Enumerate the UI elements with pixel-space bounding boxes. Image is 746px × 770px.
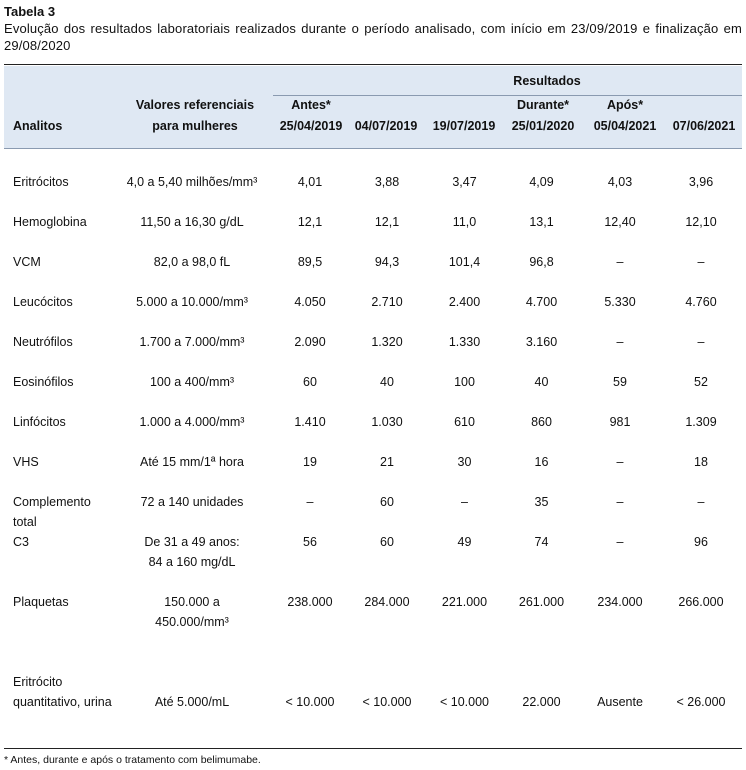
result-value: 1.309	[685, 415, 717, 429]
table-row	[4, 372, 742, 412]
reference-value: Até 5.000/mL	[154, 695, 230, 709]
result-value: 3.160	[525, 335, 558, 349]
header-phase: Após*	[606, 98, 644, 112]
reference-value: 1.000 a 4.000/mm³	[139, 415, 245, 429]
result-value: 100	[454, 375, 475, 389]
result-value: < 26.000	[676, 695, 726, 709]
result-value: 860	[531, 415, 552, 429]
header-ref-line2: para mulheres	[152, 119, 238, 133]
analito-name: quantitativo, urina	[13, 695, 112, 709]
result-value: 221.000	[441, 595, 488, 609]
result-value: 610	[454, 415, 475, 429]
result-value: 19	[303, 455, 317, 469]
result-value: 56	[303, 535, 317, 549]
result-value: 3,47	[452, 175, 477, 189]
analito-cell	[4, 492, 112, 532]
reference-value: De 31 a 49 anos:	[144, 535, 240, 549]
reference-value: 5.000 a 10.000/mm³	[136, 295, 248, 309]
reference-value: 150.000 a	[164, 595, 220, 609]
analito-name: Neutrófilos	[13, 335, 73, 349]
table-row	[4, 292, 742, 332]
header-date: 19/07/2019	[432, 119, 496, 133]
bottom-rule	[4, 748, 742, 749]
result-value: 5.330	[604, 295, 636, 309]
reference-cell	[112, 652, 272, 718]
result-value: –	[616, 335, 624, 349]
analito-cell	[4, 532, 112, 592]
reference-value: 1.700 a 7.000/mm³	[139, 335, 245, 349]
reference-cell	[112, 172, 272, 212]
analito-cell	[4, 592, 112, 652]
result-value: 4,09	[529, 175, 554, 189]
result-value: 4,03	[607, 175, 633, 189]
result-value: < 10.000	[439, 695, 489, 709]
result-value: 2.090	[294, 335, 326, 349]
result-value: 30	[457, 455, 472, 469]
result-value: 60	[303, 375, 317, 389]
result-value: 4,01	[297, 175, 323, 189]
table-row	[4, 212, 742, 252]
result-value: –	[616, 255, 624, 269]
result-value: –	[697, 335, 705, 349]
analito-name: Eosinófilos	[13, 375, 74, 389]
table-row	[4, 452, 742, 492]
analito-cell	[4, 372, 112, 412]
reference-cell	[112, 452, 272, 492]
result-value: 1.410	[294, 415, 326, 429]
result-value: 3,88	[374, 175, 400, 189]
result-value: 40	[380, 375, 394, 389]
analito-name: Linfócitos	[13, 415, 66, 429]
table-row	[4, 172, 742, 212]
result-value: 11,0	[452, 215, 477, 229]
result-value: 22.000	[522, 695, 561, 709]
analito-name: Eritrócito	[13, 675, 63, 689]
result-value: 101,4	[448, 255, 481, 269]
reference-value: 84 a 160 mg/dL	[148, 555, 236, 569]
reference-cell	[112, 252, 272, 292]
result-value: 16	[534, 455, 549, 469]
result-value: 981	[609, 415, 631, 429]
analito-name: Hemoglobina	[13, 215, 87, 229]
result-value: 40	[534, 375, 549, 389]
result-value: 60	[380, 535, 394, 549]
analito-cell	[4, 292, 112, 332]
header-date: 04/07/2019	[354, 119, 418, 133]
result-value: –	[306, 495, 314, 509]
result-value: 96	[694, 535, 708, 549]
header-phase: Antes*	[291, 98, 331, 112]
result-value: –	[616, 495, 624, 509]
result-value: 2.400	[448, 295, 481, 309]
result-value: 49	[457, 535, 472, 549]
result-value: 13,1	[529, 215, 554, 229]
header-divider	[4, 148, 742, 149]
reference-cell	[112, 372, 272, 412]
reference-cell	[112, 492, 272, 532]
result-value: 12,1	[374, 215, 400, 229]
result-value: 96,8	[529, 255, 554, 269]
header-resultados: Resultados	[513, 74, 581, 88]
header-date: 25/01/2020	[511, 119, 575, 133]
table-caption: Evolução dos resultados laboratoriais realizados durante o período analisado, com início em 23/09/2019 e finalização em 29/08/2020	[4, 21, 742, 53]
table-row	[4, 252, 742, 292]
analito-name: Plaquetas	[13, 595, 69, 609]
analito-name: Eritrócitos	[13, 175, 69, 189]
reference-cell	[112, 332, 272, 372]
result-value: 1.320	[371, 335, 403, 349]
top-rule	[4, 64, 742, 65]
table-row	[4, 652, 742, 718]
header-date: 25/04/2019	[279, 119, 343, 133]
analito-cell	[4, 412, 112, 452]
analito-cell	[4, 652, 112, 718]
analito-name: C3	[13, 535, 29, 549]
table-row	[4, 332, 742, 372]
result-value: 12,10	[685, 215, 717, 229]
result-value: 284.000	[364, 595, 410, 609]
reference-cell	[112, 412, 272, 452]
analito-name: Leucócitos	[13, 295, 73, 309]
reference-cell	[112, 212, 272, 252]
reference-cell	[112, 292, 272, 332]
table-row	[4, 412, 742, 452]
analito-cell	[4, 252, 112, 292]
result-value: 74	[534, 535, 549, 549]
result-value: < 10.000	[285, 695, 335, 709]
result-value: 234.000	[597, 595, 643, 609]
result-value: –	[697, 495, 705, 509]
reference-value: Até 15 mm/1ª hora	[140, 455, 244, 469]
analito-name: Complemento total	[13, 495, 91, 529]
result-value: 18	[694, 455, 708, 469]
analito-name: VHS	[13, 455, 39, 469]
result-value: 12,1	[297, 215, 323, 229]
reference-value: 82,0 a 98,0 fL	[153, 255, 231, 269]
result-value: < 10.000	[362, 695, 412, 709]
reference-cell	[112, 592, 272, 652]
result-value: 4.760	[685, 295, 717, 309]
result-value: –	[616, 535, 624, 549]
table-row	[4, 592, 742, 652]
table-title-block	[4, 4, 742, 54]
result-value: –	[697, 255, 705, 269]
result-value: 261.000	[518, 595, 565, 609]
result-value: –	[461, 495, 468, 509]
table-row	[4, 492, 742, 532]
result-value: 2.710	[371, 295, 403, 309]
result-value: Ausente	[597, 695, 643, 709]
header-ref-line1: Valores referenciais	[135, 98, 255, 112]
result-value: 94,3	[374, 255, 400, 269]
result-value: 52	[694, 375, 708, 389]
reference-value: 11,50 a 16,30 g/dL	[140, 215, 244, 229]
header-phase: Durante*	[516, 98, 570, 112]
result-value: 12,40	[604, 215, 636, 229]
analito-cell	[4, 212, 112, 252]
reference-value: 100 a 400/mm³	[149, 375, 235, 389]
header-date: 07/06/2021	[672, 119, 736, 133]
result-value: 1.330	[448, 335, 481, 349]
reference-value: 450.000/mm³	[155, 615, 229, 629]
table-label: Tabela 3	[4, 4, 56, 19]
result-value: 21	[380, 455, 394, 469]
result-value: 3,96	[688, 175, 714, 189]
result-value: 238.000	[287, 595, 333, 609]
result-value: 1.030	[371, 415, 403, 429]
header-date: 05/04/2021	[593, 119, 657, 133]
analito-cell	[4, 332, 112, 372]
analito-cell	[4, 172, 112, 212]
result-value: –	[616, 455, 624, 469]
result-value: 4.700	[525, 295, 558, 309]
result-value: 266.000	[678, 595, 724, 609]
reference-value: 72 a 140 unidades	[140, 495, 244, 509]
reference-value: 4,0 a 5,40 milhões/mm³	[126, 175, 258, 189]
header-analitos: Analitos	[13, 119, 63, 133]
results-table	[4, 172, 742, 718]
analito-cell	[4, 452, 112, 492]
result-value: 60	[380, 495, 394, 509]
reference-cell	[112, 532, 272, 592]
result-value: 89,5	[297, 255, 323, 269]
result-value: 59	[613, 375, 627, 389]
analito-name: VCM	[13, 255, 41, 269]
result-value: 4.050	[294, 295, 326, 309]
footnote: * Antes, durante e após o tratamento com belimumabe.	[4, 754, 261, 766]
result-value: 35	[534, 495, 549, 509]
table-row	[4, 532, 742, 592]
